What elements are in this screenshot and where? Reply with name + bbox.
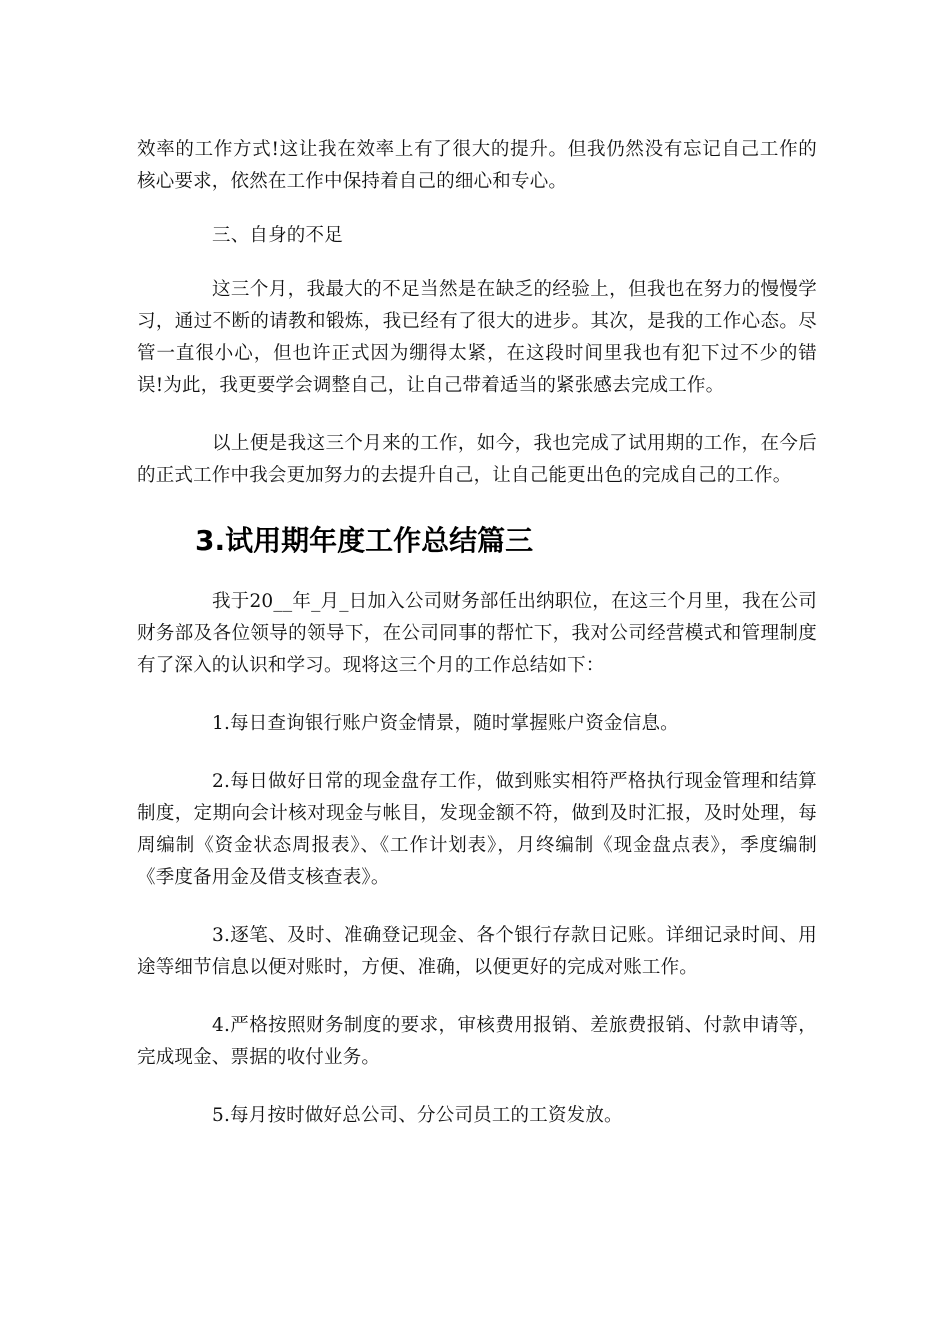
list-item-5: 5.每月按时做好总公司、分公司员工的工资发放。 <box>212 1105 623 1126</box>
paragraph-conclusion: 以上便是我这三个月来的工作，如今，我也完成了试用期的工作，在今后的正式工作中我会更加努力的去提升自己，让自己能更出色的完成自己的工作。 <box>137 433 817 486</box>
list-item-4: 4.严格按照财务制度的要求，审核费用报销、差旅费报销、付款申请等，完成现金、票据的收付业务。 <box>137 1015 817 1068</box>
paragraph-efficiency-continued: 效率的工作方式!这让我在效率上有了很大的提升。但我仍然没有忘记自己工作的核心要求，依然在工作中保持着自己的细心和专心。 <box>137 139 817 192</box>
paragraph-introduction: 我于20__年_月_日加入公司财务部任出纳职位，在这三个月里，我在公司财务部及各位领导的领导下，在公司同事的帮忙下，我对公司经营模式和管理制度有了深入的认识和学习。现将这三个月的工作总结如下： <box>137 591 817 676</box>
list-item-2: 2.每日做好日常的现金盘存工作，做到账实相符严格执行现金管理和结算制度，定期向会计核对现金与帐目，发现金额不符，做到及时汇报，及时处理，每周编制《资金状态周报表》、《工作计划表》，月终编制《现金盘点表》，季度编制《季度备用金及借支核查表》。 <box>137 771 817 888</box>
list-item-3: 3.逐笔、及时、准确登记现金、各个银行存款日记账。详细记录时间、用途等细节信息以便对账时，方便、准确，以便更好的完成对账工作。 <box>137 925 817 978</box>
document-page <box>137 134 817 1132</box>
section-heading: 3.试用期年度工作总结篇三 <box>195 524 534 557</box>
subheading-shortcomings: 三、自身的不足 <box>212 225 343 246</box>
list-item-1: 1.每日查询银行账户资金情景，随时掌握账户资金信息。 <box>212 713 679 734</box>
paragraph-shortcomings: 这三个月，我最大的不足当然是在缺乏的经验上，但我也在努力的慢慢学习，通过不断的请教和锻炼，我已经有了很大的进步。其次，是我的工作心态。尽管一直很小心，但也许正式因为绷得太紧，在这段时间里我也有犯下过不少的错误!为此，我更要学会调整自己，让自己带着适当的紧张感去完成工作。 <box>137 279 817 396</box>
